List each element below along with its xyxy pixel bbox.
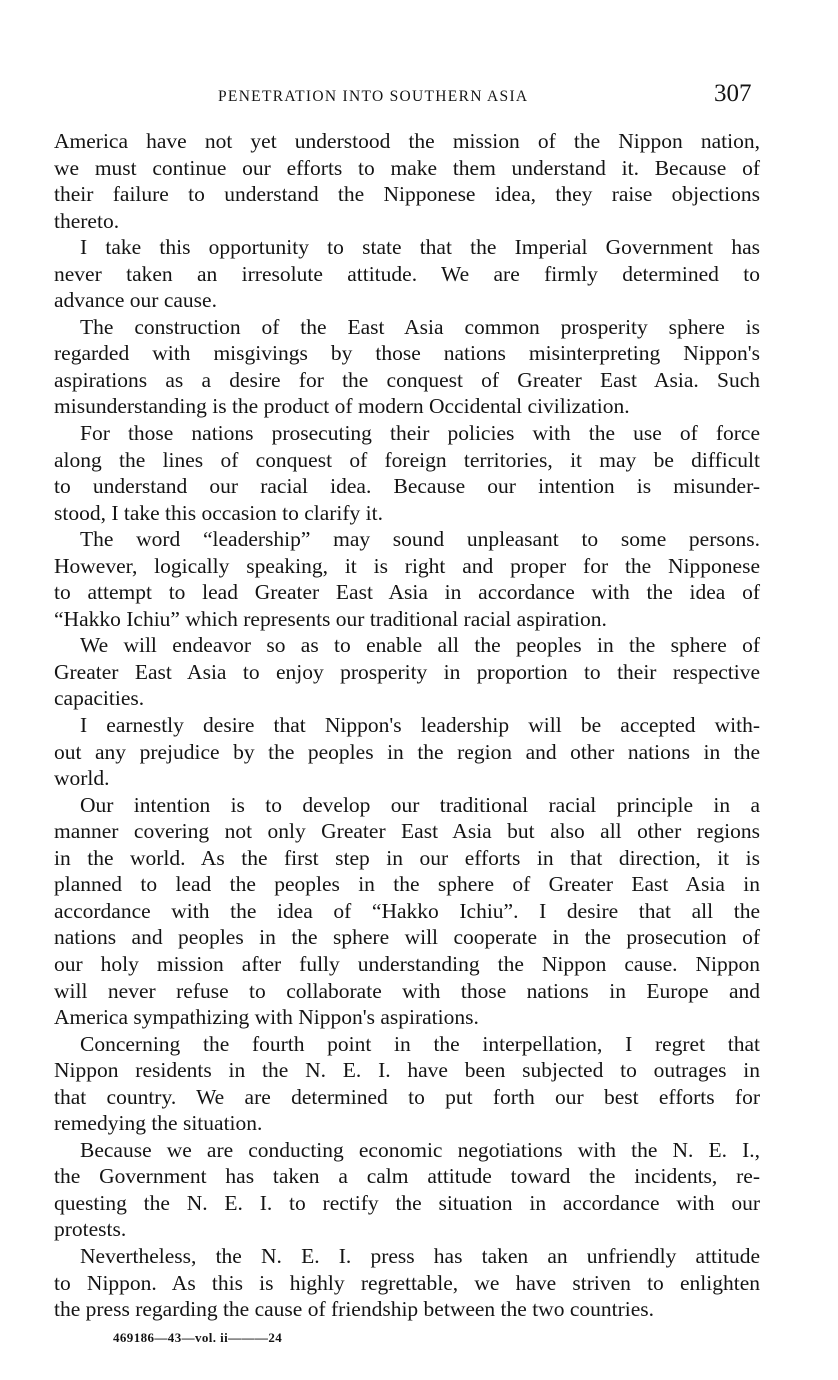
paragraph xyxy=(54,632,760,712)
text-line: The construction of the East Asia common prosperity sphere is xyxy=(80,314,760,339)
text-line: the Government has taken a calm attitude toward the incidents, re- xyxy=(54,1164,760,1189)
text-line: The word “leadership” may sound unpleasant to some persons. xyxy=(80,527,760,552)
text-line: misunderstanding is the product of modern Occidental civilization. xyxy=(54,394,630,419)
paragraph xyxy=(54,128,760,234)
paragraph xyxy=(54,1243,760,1323)
page-header xyxy=(0,80,838,116)
paragraph xyxy=(54,1137,760,1243)
paragraph xyxy=(54,234,760,314)
text-line: Because we are conducting economic negotiations with the N. E. I., xyxy=(80,1137,760,1162)
text-line: to understand our racial idea. Because our intention is misunder- xyxy=(54,474,760,499)
paragraph xyxy=(54,314,760,420)
text-line: along the lines of conquest of foreign territories, it may be difficult xyxy=(54,447,760,472)
text-line: out any prejudice by the peoples in the region and other nations in the xyxy=(54,739,760,764)
text-line: accordance with the idea of “Hakko Ichiu”. I desire that all the xyxy=(54,898,760,923)
paragraph xyxy=(54,712,760,792)
text-line: the press regarding the cause of friendship between the two countries. xyxy=(54,1297,655,1322)
text-line: we must continue our efforts to make them understand it. Because of xyxy=(54,155,760,180)
text-line: thereto. xyxy=(54,208,120,233)
text-line: questing the N. E. I. to rectify the situation in accordance with our xyxy=(54,1190,760,1215)
text-line: our holy mission after fully understanding the Nippon cause. Nippon xyxy=(54,951,760,976)
paragraph xyxy=(54,792,760,1031)
text-line: remedying the situation. xyxy=(54,1111,263,1136)
text-line: will never refuse to collaborate with those nations in Europe and xyxy=(54,978,760,1003)
text-line: America have not yet understood the mission of the Nippon nation, xyxy=(54,129,760,153)
text-line: Our intention is to develop our traditional racial principle in a xyxy=(80,792,760,817)
running-head: PENETRATION INTO SOUTHERN ASIA xyxy=(218,88,529,105)
paragraph xyxy=(54,526,760,632)
text-line: to attempt to lead Greater East Asia in accordance with the idea of xyxy=(54,580,760,605)
body-text xyxy=(54,128,760,1323)
text-line: For those nations prosecuting their policies with the use of force xyxy=(80,421,760,446)
text-line: America sympathizing with Nippon's aspirations. xyxy=(54,1005,479,1030)
text-line: capacities. xyxy=(54,686,145,711)
text-line: manner covering not only Greater East Asia but also all other regions xyxy=(54,819,760,844)
text-line: regarded with misgivings by those nations misinterpreting Nippon's xyxy=(54,341,760,366)
text-line: world. xyxy=(54,766,110,791)
text-line: We will endeavor so as to enable all the peoples in the sphere of xyxy=(80,633,760,658)
text-line: to Nippon. As this is highly regrettable, we have striven to enlighten xyxy=(54,1270,760,1295)
text-line: aspirations as a desire for the conquest of Greater East Asia. Such xyxy=(54,367,760,392)
text-line: I take this opportunity to state that the Imperial Government has xyxy=(80,235,760,260)
text-line: Concerning the fourth point in the interpellation, I regret that xyxy=(80,1031,760,1056)
text-line: never taken an irresolute attitude. We are firmly determined to xyxy=(54,261,760,286)
text-line: planned to lead the peoples in the sphere of Greater East Asia in xyxy=(54,872,760,897)
paragraph xyxy=(54,1031,760,1137)
text-line: Nevertheless, the N. E. I. press has taken an unfriendly attitude xyxy=(80,1243,760,1268)
text-line: Nippon residents in the N. E. I. have been subjected to outrages in xyxy=(54,1058,760,1083)
paragraph xyxy=(54,420,760,526)
text-line: Greater East Asia to enjoy prosperity in proportion to their respective xyxy=(54,659,760,684)
text-line: advance our cause. xyxy=(54,288,217,313)
printer-signature: 469186—43—vol. ii———24 xyxy=(113,1330,283,1345)
text-line: protests. xyxy=(54,1217,127,1242)
text-line: nations and peoples in the sphere will cooperate in the prosecution of xyxy=(54,925,760,950)
text-line: stood, I take this occasion to clarify it. xyxy=(54,500,383,525)
text-line: that country. We are determined to put forth our best efforts for xyxy=(54,1084,760,1109)
text-line: However, logically speaking, it is right and proper for the Nipponese xyxy=(54,553,760,578)
page-number: 307 xyxy=(714,80,752,107)
text-line: their failure to understand the Nipponese idea, they raise objections xyxy=(54,182,760,207)
text-line: in the world. As the first step in our efforts in that direction, it is xyxy=(54,845,760,870)
text-line: “Hakko Ichiu” which represents our traditional racial aspiration. xyxy=(54,606,607,631)
text-line: I earnestly desire that Nippon's leadership will be accepted with- xyxy=(80,713,760,738)
